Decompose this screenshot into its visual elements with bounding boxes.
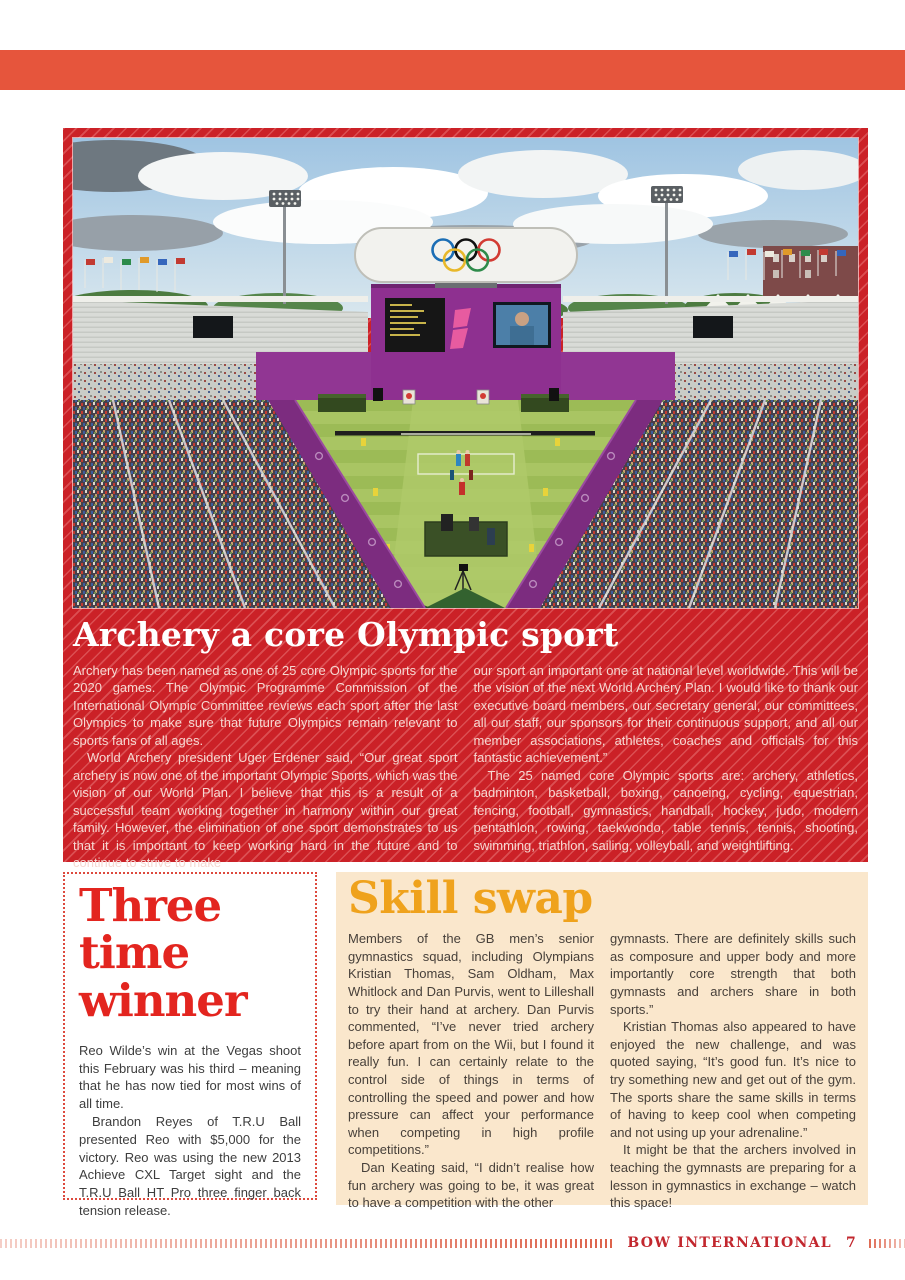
hero-body (73, 662, 858, 872)
scoreboard (385, 298, 445, 352)
stand-screen-left (193, 316, 233, 338)
footer-dashes-right (869, 1239, 905, 1248)
hero-column-2 (474, 662, 859, 872)
title-line-2: time (79, 926, 190, 980)
paragraph: Kristian Thomas also appeared to have enjoyed the new challenge, and was quoted saying, “It’s good fun. It’s nice to try something new and get out of the gym. The sports share the same skills in terms of having to keep cool when competing and not using up your adrenaline.” (610, 1019, 856, 1140)
stand-screen-right (693, 316, 733, 338)
purple-wall-left (256, 352, 374, 401)
paragraph: Archery has been named as one of 25 core Olympic sports for the 2020 games. The Olympic Programme Commission of the International Olympic Committee reviews each sport after the last Olympics to make sure that future Olympics remain relevant to sports fans of all ages. (73, 662, 458, 748)
paragraph: Brandon Reyes of T.R.U Ball presented Reo with $5,000 for the victory. Reo was using the new 2013 Achieve CXL Target sight and the T.R.U Ball HT Pro three finger back tension release. (79, 1113, 301, 1218)
skill-swap-column-1 (348, 930, 594, 1212)
paragraph: Members of the GB men’s senior gymnastics squad, including Olympians Kristian Thomas, Sam Oldham, Max Whitlock and Dan Purvis, went to Lilleshall to try their hand at archery. Dan Purvis commented, “I’ve never tried archery before apart from on the Wii, but I found it really fun. I can certainly relate to the control side of things in terms of controlling the speed and power and how pressure can affect your performance when competing in high profile competitions.” (348, 931, 594, 1158)
skill-swap-article (336, 872, 868, 1211)
three-time-winner-body (79, 1042, 301, 1220)
three-time-winner-title (79, 879, 301, 1027)
magazine-name: BOW INTERNATIONAL (627, 1235, 832, 1251)
page-number: 7 (845, 1235, 857, 1251)
paragraph: Reo Wilde’s win at the Vegas shoot this February was his third – meaning that he has now tied for most wins of all time. (79, 1042, 301, 1112)
title-line-1: Three (79, 879, 222, 932)
skill-swap-title: Skill swap (348, 873, 593, 924)
video-screen (493, 302, 551, 348)
paragraph: our sport an important one at national level worldwide. This will be the vision of the next World Archery Plan. I would like to thank our executive board members, our secretary general, our committees, all our staff, our sponsors for their continuous support, and all our member associations, athletes, coaches and officials for this fantastic achievement.” (473, 662, 858, 766)
purple-wall-right (557, 352, 675, 401)
page-footer (0, 1235, 905, 1251)
venue-photo (73, 138, 858, 608)
top-banner (0, 50, 905, 90)
purple-backdrop (371, 284, 561, 402)
title-line-3: winner (79, 973, 247, 1027)
hero-article (63, 128, 868, 871)
paragraph: Dan Keating said, “I didn’t realise how fun archery was going to be, it was great to have a competition with the other (348, 1159, 594, 1211)
paragraph: World Archery president Uger Erdener said, “Our great sport archery is now one of the important Olympic Sports, which was the vision of our World Plan. I believe that this is a result of a successful team working together in harmony within our great family. However, the elimination of one sport demonstrates to us that it is important to keep working hard in the future and to continue to strive to make (73, 750, 458, 871)
skill-swap-column-2 (610, 930, 856, 1212)
paragraph: gymnasts. There are definitely skills such as composure and upper body and more importantly core strength that both gymnasts and archers share in both sports.” (610, 931, 856, 1017)
hero-column-1 (73, 662, 458, 872)
paragraph: It might be that the archers involved in teaching the gymnasts are preparing for a lesson in gymnastics in exchange – watch this space! (610, 1142, 856, 1211)
media-pod (355, 228, 577, 288)
hero-headline: Archery a core Olympic sport (73, 615, 619, 654)
paragraph: The 25 named core Olympic sports are: archery, athletics, badminton, basketball, boxing, canoeing, cycling, equestrian, fencing, football, gymnastics, handball, hockey, judo, modern pentathlon, rowing, taekwondo, table tennis, tennis, shooting, swimming, triathlon, sailing, volleyball, and weightlifting. (473, 767, 858, 853)
footer-dashes-left (0, 1239, 615, 1248)
skill-swap-body (348, 930, 856, 1212)
three-time-winner-article (63, 872, 317, 1218)
